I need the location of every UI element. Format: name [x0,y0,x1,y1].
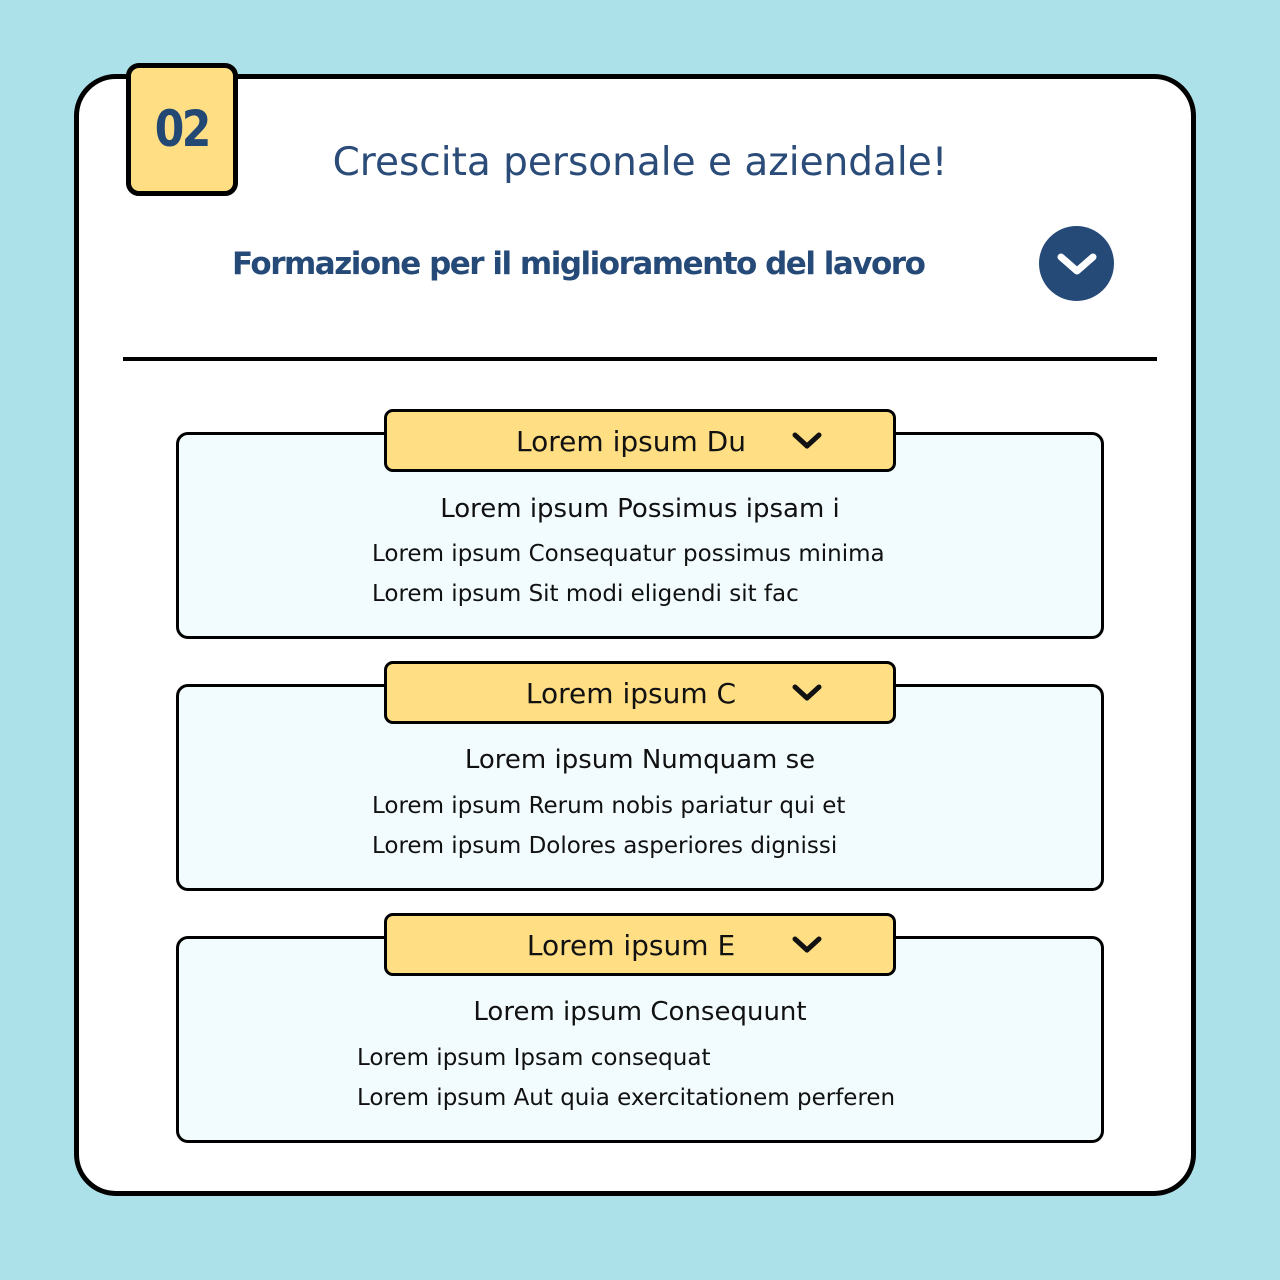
section-tab-label: Lorem ipsum Du [516,425,746,458]
section-line: Lorem ipsum Rerum nobis pariatur qui et [372,793,846,819]
section-line: Lorem ipsum Dolores asperiores dignissi [372,833,838,859]
chevron-down-icon [790,430,824,452]
chevron-down-icon [790,934,824,956]
section-tab-1[interactable] [384,409,896,472]
section-heading: Lorem ipsum Numquam se [464,745,816,775]
section-heading: Lorem ipsum Possimus ipsam i [440,494,840,524]
step-number: 02 [154,99,210,158]
section-tab-3[interactable] [384,913,896,976]
chevron-down-icon [790,682,824,704]
expand-button[interactable] [1039,226,1114,301]
section-tab-2[interactable] [384,661,896,724]
section-tab-label: Lorem ipsum C [525,677,737,710]
page-subtitle: Formazione per il miglioramento del lavoro [232,246,925,282]
page-title: Crescita personale e aziendale! [332,140,948,185]
section-heading: Lorem ipsum Consequunt [473,997,807,1027]
section-line: Lorem ipsum Ipsam consequat [357,1045,711,1071]
chevron-down-icon [1055,249,1099,279]
section-line: Lorem ipsum Sit modi eligendi sit fac [372,581,799,607]
section-tab-label: Lorem ipsum E [526,929,736,962]
divider [123,357,1157,361]
section-line: Lorem ipsum Aut quia exercitationem perferen [357,1085,896,1111]
section-line: Lorem ipsum Consequatur possimus minima [372,541,885,567]
